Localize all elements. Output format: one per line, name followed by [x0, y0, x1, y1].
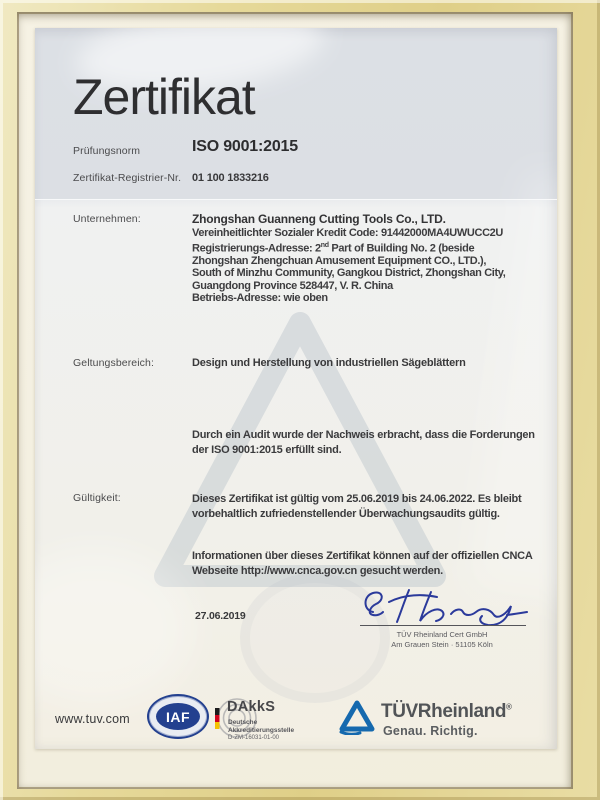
validity-statement: Dieses Zertifikat ist gültig vom 25.06.2019 bis 24.06.2022. Es bleibt vorbehaltlich zufriedenstellender Überwachungsaudits gültig.: [192, 493, 522, 520]
brand-name: [381, 701, 512, 723]
company-address-line: Zhongshan Zhengchuan Amusement Equipment CO., LTD.),: [192, 254, 487, 267]
dakks-subline: Deutsche: [228, 719, 258, 726]
registry-label: Zertifikat-Registrier-Nr.: [73, 172, 182, 184]
tuv-triangle-icon: [338, 699, 378, 735]
certificate-paper: [35, 28, 557, 749]
scope-value: Design und Herstellung von industriellen Sägeblättern: [192, 357, 466, 369]
company-reg-rest: Part of Building No. 2 (beside: [328, 242, 475, 255]
signature-line: [360, 625, 526, 626]
dakks-flag-icon: [215, 708, 220, 729]
registry-value: 01 100 1833216: [192, 172, 269, 184]
scope-label: Geltungsbereich:: [73, 357, 154, 369]
signature: [357, 584, 529, 626]
company-reg-prefix: Registrierungs-Adresse: 2: [192, 242, 321, 255]
audit-statement: Durch ein Audit wurde der Nachweis erbracht, dass die Forderungen der ISO 9001:2015 erfüllt sind.: [192, 429, 535, 456]
company-address: [192, 227, 505, 305]
dakks-logo: [213, 696, 333, 749]
iaf-label: IAF: [165, 708, 191, 725]
brand-tagline: Genau. Richtig.: [383, 724, 478, 738]
company-address-line: South of Minzhu Community, Gangkou District, Zhongshan City,: [192, 267, 506, 280]
validity-label: Gültigkeit:: [73, 492, 121, 504]
dakks-label: DAkkS: [227, 699, 276, 715]
registered-trademark-icon: ®: [506, 702, 512, 712]
iaf-badge: [156, 703, 200, 730]
company-address-line: Betriebs-Adresse: wie oben: [192, 292, 328, 305]
iaf-logo: [147, 694, 209, 739]
certificate-mat: [17, 12, 573, 789]
company-address-line: Guangdong Province 528447, V. R. China: [192, 279, 393, 292]
dakks-registration-number: D-ZM-16031-01-00: [228, 735, 280, 741]
website-url: www.tuv.com: [55, 712, 130, 726]
info-statement: Informationen über dieses Zertifikat können auf der offiziellen CNCA Webseite http://www.cnca.gov.cn gesucht werden.: [192, 550, 533, 577]
issuer-name: TÜV Rheinland Cert GmbH: [396, 630, 488, 639]
company-name: Zhongshan Guanneng Cutting Tools Co., LTD.: [192, 212, 446, 226]
company-address-line: Vereinheitlichter Sozialer Kredit Code: 91442000MA4UWUCC2U: [192, 227, 504, 239]
issuer-block: [353, 630, 531, 649]
company-address-line: [192, 240, 505, 255]
company-reg-sup: nd: [320, 241, 329, 249]
company-label: Unternehmen:: [73, 213, 141, 225]
standard-label: Prüfungsnorm: [73, 145, 141, 157]
brand-wordmark: TÜVRheinland: [381, 701, 507, 722]
dakks-subline: Akkreditierungsstelle: [228, 727, 295, 734]
certificate-title: Zertifikat: [73, 69, 255, 125]
standard-value: ISO 9001:2015: [192, 138, 298, 155]
glare-streak: [35, 548, 195, 708]
issuer-address: Am Grauen Stein · 51105 Köln: [391, 639, 493, 649]
issue-date: 27.06.2019: [195, 610, 246, 622]
